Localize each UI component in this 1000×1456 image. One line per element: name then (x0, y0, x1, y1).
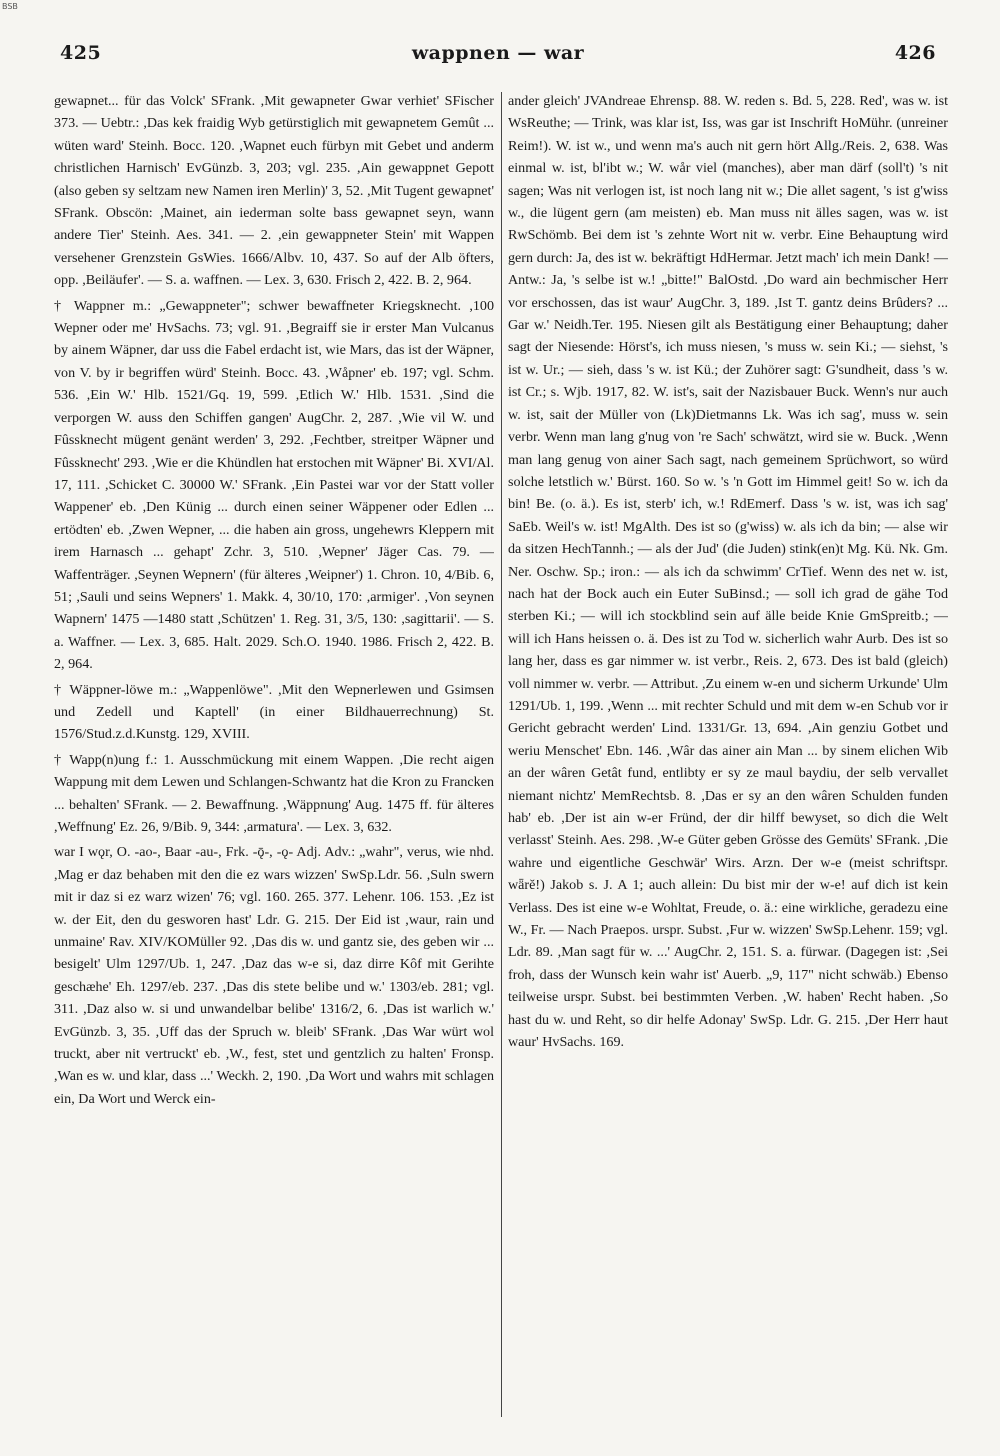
entry-wappner: † Wappner m.: „Gewappneter"; schwer bewaffneter Kriegsknecht. ,100 Wepner oder me' HvSachs. 73; vgl. 91. ,Begraiff sie ir erster Man Vulcanus by ainem Wäpner, dar uss die Fabel erdacht ist, wie Mars, das ist der Wäpner, von V. by ir begriffen würd' Steinh. Bocc. 43. ,Wåpner' eb. 197; vgl. Schm. 536. ,Ein W.' Hlb. 1521/Gq. 19, 599. ,Etlich W.' Hlb. 1531. ,Sind die verporgen W. auss den Schiffen gangen' AugChr. 2, 287. ,Wie vil W. und Fûssknecht mügent genänt werden' 3, 292. ,Fechtber, streitper Wäpner und Fûssknecht' 293. ,Wie er die Khündlen hat erstochen mit Wäpner' Bi. XVI/Al. 17, 111. ,Schicket C. 30000 W.' SFrank. ,Ein Pastei war vor der Statt voller Wappener' eb. ,Den Künig ... durch einen seiner Wäppener oder Edlen ... ertödten' eb. ,Zwen Wepner, ... die haben ain gross, ungehewrs Kleppern mit irem Harnasch ... gehapt' Zchr. 3, 510. ,Wepner' Jäger Cas. 79. — Waffenträger. ,Seynen Wepnern' (für älteres ,Weipner') 1. Chron. 10, 4/Bib. 6, 51; ,Sauli und seins Wepners' 1. Makk. 4, 30/10, 170: ,armiger'. ,Von seynen Wapnern' 1475 —1480 statt ,Schützen' 1. Reg. 31, 3/5, 130: ,sagittarii'. — S. a. Waffner. — Lex. 3, 685. Halt. 2029. Sch.O. 1940. 1986. Frisch 2, 422. B. 2, 964. (54, 297, 494, 673)
library-stamp: BSB (2, 2, 18, 11)
page-header (60, 42, 936, 72)
page-number-right: 426 (894, 42, 936, 64)
page-number-left: 425 (60, 42, 102, 64)
entry-text: ander gleich' JVAndreae Ehrensp. 88. W. reden s. Bd. 5, 228. Red', was w. ist WsReuthe; — Trink, was klar ist, Iss, was gar ist Inschrift HoMühr. (unreiner Reim!). W. ist w., und wenn ma's auch nit gern hört Allg./Reis. 2, 638. Was einmal w. ist, bl'ibt w.; W. wår viel (manches), aber man därf (soll't) 's nit sagen; Was nit verlogen ist, ist noch lang nit w.; Die allet sagent, 's ist g'wiss w., die lügent gern (am meisten) eb. Man muss nit älles sagen, was w. ist RwSchömb. Bei dem ist 's zehnte Wort nit w. verbr. Eine Behauptung wird gern durch: Ja, des ist w. bekräftigt HdHermar. Jetzt mach' ich mein Dank! — Antw.: Ja, 's selbe ist w.! „bitte!" BalOstd. ,Do ward ain bechmischer Herr vor erschossen, das ist waur' AugChr. 3, 189. ,Ist T. gantz deins Brûders? ... Gar w.' Neidh.Ter. 195. Niesen gilt als Bestätigung einer Behauptung; daher sagt der Niesende: Hörst's, ich muss niesen, 's muss w. sein Ki.; — siehst, 's ist w. Ur.; — sieh, dass 's w. ist Kü.; der Zuhörer sagt: G'sundheit, dass 's w. ist Cr.; s. Wjb. 1917, 82. W. ist's, sait der Nazisbauer Buck. Wenn's nur auch w. ist, sait der Müller von (Lk)Dietmanns Lk. Was ich sag', muss w. sein verbr. Wenn man lang g'nug von 're Sach' schwätzt, wird sie w. Buck. ,Wenn man lang genug von ainer Sach sagt, nach gemeinem Sprüchwort, so würd solche letstlich w.' Bürst. 160. So w. 's 'n Gott im Himmel geit! So w. ich da bin! Be. (o. ä.). Es ist, sterb' ich, w.! RdEmerf. Dass 's w. ist, was ich sag' SaEb. Weil's w. ist! MgAlth. Des ist so (g'wiss) w. als ich da bin; — alse wir da sitzen HechTannh.; — als der Jud' (die Juden) stink(en)t Mg. Kü. Nk. Gm. Ner. Oschw. Sp.; iron.: — als ich da schwimm' CrTief. Wenn des net w. ist, nach hat der Bock auch ein Euter SuBinsd.; — soll ich grad de gähe Tod sterben Ki.; — will ich stockblind sein auf älle beide Knie GmSpreitb.; — will ich Hans heissen o. ä. Des ist zu Tod w. sicherlich wahr Aurb. Des ist so lang her, dass es gar nimmer w. ist verbr., Reis. 2, 673. Des ist bald (gleich) voll nimmer w. verbr. — Attribut. ,Zu einem w-en und sicherm Urkunde' Ulm 1291/Ub. 1, 199. ,Wenn ... mit rechter Schuld und mit dem w-en Schub vor ir Gericht gebracht werden' Lind. 1331/Gr. 13, 694. ,Ain genziu Gotbet und weriu Menschet' Ebn. 146. ,Wâr das ainer ain Man ... by sinem elichen Wib an der wâren Getât fund, entlibty er sy ze maul baydiu, der selb vervallet niemant nichtz' MemRechtsb. 8. ,Das er sy an den wâren Schulden funden hab' eb. ,Der ist ain w-er Fründ, der dir hilff bewyset, so dich die Welt verlasst' Steinh. Aes. 298. ,W-e Güter geben Grösse des Gemüts' SFrank. ,Die wahre und eigentliche Geschwär' Wirs. Arzn. Der w-e (meist schriftspr. wǟrĕ!) Jakob s. J. A 1; auch allein: Du bist mir der w-e! auf dich ist kein Verlass. Des ist eine w-e Wohltat, Freude, o. ä.: eine wirkliche, geradezu eine W., Fr. — Nach Praepos. urspr. Subst. ,Fur w. wizzen' SwSp.Lehenr. 159; vgl. Ldr. 89. ,Man sagt für w. ...' AugChr. 2, 151. S. a. fürwar. (Dagegen ist: ,Sei froh, dass der Wunsch kein wahr ist' Auerb. „9, 117" nicht schwäb.) Ebenso teilweise urspr. Subst. bei bestimmten Verben. ,W. haben' Recht haben. ,So hast du w. und Reht, so dir helfe Adonay' SwSp. Ldr. G. 215. ,Der Herr haut waur' HvSachs. 169. (508, 93, 948, 1051)
column-divider (501, 92, 502, 1417)
entry-war: war I wǫr, O. -ao-, Baar -au-, Frk. -ǭ-, -ǫ- Adj. Adv.: „wahr", verus, wie nhd. ,Mag er daz behaben mit den die ez wars wizzen' SwSp.Ldr. 56. ,Suln swern mit ir daz si ez warz wizen' 76; vgl. 160. 265. 377. Lehenr. 106. 153. ,Ez ist w. der Eit, den du gesworen hast' Ldr. G. 215. Der Eid ist ,waur, rain und unmaine' Rav. XIV/KOMüller 92. ,Das dis w. und gantz sie, des geben wir ... besigelt' Ulm 1297/Ub. 1, 247. ,Daz das w-e si, daz dirre Kôf mit Gerihte geschæhe' Eh. 1297/eb. 237. ,Das dis stete belibe und w.' 1303/eb. 281; vgl. 311. ,Daz also w. si und unwandelbar belibe' 1316/2, 6. ,Das ist warlich w.' EvGünzb. 3, 35. ,Uff das der Spruch w. bleib' SFrank. ,Das War würt wol truckt, aber nit vertruckt' eb. ,W., fest, stet und gentzlich zu halten' Fronsp. ,Wan es w. und klar, dass ...' Weckh. 2, 190. ,Da Wort und wahrs mit schlagen ein, Da Wort und Werck ein- (54, 844, 494, 1107)
right-column (508, 90, 948, 1436)
entry-text: gewapnet... für das Volck' SFrank. ,Mit gewapneter Gwar verhiet' SFischer 373. — Uebtr.: ,Das kek fraidig Wyb getürstiglich mit gewapnetem Gemût ... wüten ward' Steinh. Bocc. 120. ,Wapnet euch fürbyn mit Gebet und anderm christlichen Harnisch' EvGünzb. 3, 203; vgl. 235. ,Ain gewappnet Gepott (also geben sy seltzam new Namen iren Merlin)' 3, 52. ,Mit Tugent gewapnet' SFrank. Obscön: ,Mainet, ain iederman solte bass gewapnet seyn, wann andere Tier' Steinh. Aes. 341. — 2. ,ein gewappneter Stein' mit Wappen versehener Grenzstein GsWies. 1666/Albv. 10, 437. So auf der Alb öfters, opp. ,Beiläufer'. — S. a. waffnen. — Lex. 3, 630. Frisch 2, 422. B. 2, 964. (54, 93, 494, 289)
running-title: wappnen — war (411, 42, 585, 64)
entry-waeppner-loewe: † Wäppner-löwe m.: „Wappenlöwe". ,Mit den Wepnerlewen und Gsimsen und Zedell und Kaptell' (in einer Bildhauerrechnung) St. 1576/Stud.z.d.Kunstg. 129, XVIII. (54, 681, 494, 743)
entry-wappnung: † Wapp(n)ung f.: 1. Ausschmückung mit einem Wappen. ,Die recht aigen Wappung mit dem Lewen und Schlangen-Schwantz hat die Kron zu Francken ... behalten' SFrank. — 2. Bewaffnung. ,Wäppnung' Aug. 1475 ff. für älteres ,Weffnung' Ez. 26, 9/Bib. 9, 344: ,armatura'. — Lex. 3, 632. (54, 751, 494, 835)
left-column (54, 90, 494, 1436)
